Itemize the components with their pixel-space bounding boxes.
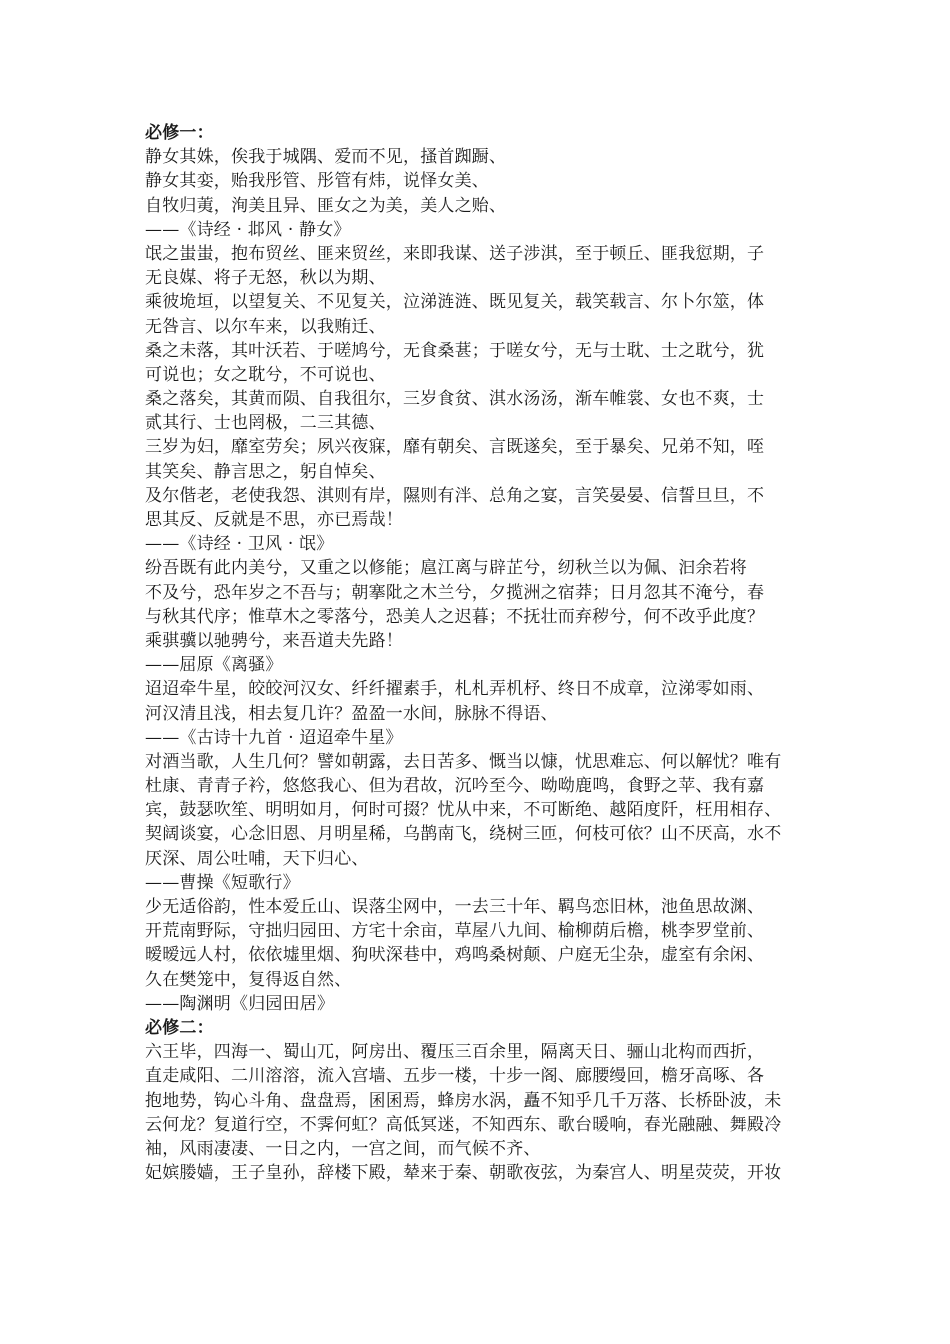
text-line: 静女其姝，俟我于城隅、爱而不见，搔首踟蹰、 (145, 147, 507, 168)
text-line: 无良媒、将子无怒，秋以为期、 (145, 268, 386, 289)
text-line: 三岁为妇，靡室劳矣；夙兴夜寐，靡有朝矣、言既遂矣，至于暴矣、兄弟不知，咥 (145, 437, 765, 458)
section-heading: 必修二： (145, 1017, 214, 1038)
text-line: ——《诗经 · 邶风 · 静女》 (145, 219, 351, 240)
text-line: 无咎言、以尔车来，以我贿迁、 (145, 316, 386, 337)
text-line: 少无适俗韵，性本爱丘山、误落尘网中，一去三十年、羁鸟恋旧林，池鱼思故渊、 (145, 897, 765, 917)
text-line: ——陶渊明《归园田居》 (145, 993, 335, 1014)
text-line: 贰其行、士也罔极，二三其德、 (145, 413, 386, 434)
text-line: 抱地势，钩心斗角、盘盘焉，囷囷焉，蜂房水涡，矗不知乎几千万落、长桥卧波，未 (145, 1090, 782, 1111)
text-line: 静女其娈，贻我彤管、彤管有炜，说怿女美、 (145, 171, 489, 192)
document-page (145, 121, 813, 1185)
section-heading: 必修一： (145, 123, 214, 143)
text-line: 云何龙？复道行空，不霁何虹？高低冥迷，不知西东、歌台暖响，春光融融、舞殿冷 (145, 1114, 782, 1135)
text-line: ——《古诗十九首 · 迢迢牵牛星》 (145, 727, 403, 748)
text-line: 开荒南野际，守拙归园田、方宅十余亩，草屋八九间、榆柳荫后檐，桃李罗堂前、 (145, 921, 765, 942)
text-line: ——曹操《短歌行》 (145, 872, 300, 893)
text-line: 氓之蚩蚩，抱布贸丝、匪来贸丝，来即我谋、送子涉淇，至于顿丘、匪我愆期，子 (145, 243, 765, 264)
text-line: 与秋其代序；惟草木之零落兮，恐美人之迟暮；不抚壮而弃秽兮，何不改乎此度？ (145, 606, 765, 627)
text-line: 及尔偕老，老使我怨、淇则有岸，隰则有泮、总角之宴，言笑晏晏、信誓旦旦，不 (145, 485, 765, 506)
text-line: 对酒当歌，人生几何？譬如朝露，去日苦多、慨当以慷，忧思难忘、何以解忧？唯有 (145, 751, 782, 772)
text-line: ——屈原《离骚》 (145, 655, 283, 676)
text-line: 可说也；女之耽兮，不可说也、 (145, 364, 386, 385)
text-line: 不及兮，恐年岁之不吾与；朝搴阰之木兰兮，夕揽洲之宿莽；日月忽其不淹兮，春 (145, 582, 765, 603)
text-line: 妃嫔媵嫱，王子皇孙，辞楼下殿，辇来于秦、朝歌夜弦，为秦宫人、明星荧荧，开妆 (145, 1163, 782, 1184)
text-line: 宾，鼓瑟吹笙、明明如月，何时可掇？忧从中来，不可断绝、越陌度阡，枉用相存、 (145, 800, 782, 821)
text-line: 其笑矣、静言思之，躬自悼矣、 (145, 461, 386, 482)
text-line: 六王毕，四海一、蜀山兀，阿房出、覆压三百余里，隔离天日、骊山北构而西折， (145, 1042, 765, 1063)
text-line: 久在樊笼中，复得返自然、 (145, 969, 352, 990)
text-line: 厌深、周公吐哺，天下归心、 (145, 848, 369, 869)
text-line: 乘骐骥以驰骋兮，来吾道夫先路！ (145, 630, 403, 651)
text-line: 思其反、反就是不思，亦已焉哉！ (145, 510, 403, 530)
text-line: 自牧归荑，洵美且异、匪女之为美，美人之贻、 (145, 195, 507, 216)
text-line: 契阔谈宴，心念旧恩、月明星稀，乌鹊南飞，绕树三匝，何枝可依？山不厌高，水不 (145, 824, 782, 845)
text-line: 杜康、青青子衿，悠悠我心、但为君故，沉吟至今、呦呦鹿鸣，食野之苹、我有嘉 (145, 776, 765, 797)
text-line: 直走咸阳、二川溶溶，流入宫墙、五步一楼，十步一阁、廊腰缦回，檐牙高啄、各 (145, 1066, 765, 1087)
text-line: 桑之落矣，其黄而陨、自我徂尔，三岁食贫、淇水汤汤，渐车帷裳、女也不爽，士 (145, 389, 765, 410)
text-line: 乘彼垝垣，以望复关、不见复关，泣涕涟涟、既见复关，载笑载言、尔卜尔筮，体 (145, 292, 765, 313)
text-line: 河汉清且浅，相去复几许？盈盈一水间，脉脉不得语、 (145, 703, 558, 724)
text-line: 桑之未落，其叶沃若、于嗟鸠兮，无食桑葚；于嗟女兮，无与士耽、士之耽兮，犹 (145, 340, 765, 361)
text-line: 暧暧远人村，依依墟里烟、狗吠深巷中，鸡鸣桑树颠、户庭无尘杂，虚室有余闲、 (145, 945, 765, 966)
text-line: 迢迢牵牛星，皎皎河汉女、纤纤擢素手，札札弄机杼、终日不成章，泣涕零如雨、 (145, 679, 765, 700)
text-line: 纷吾既有此内美兮，又重之以修能；扈江离与辟芷兮，纫秋兰以为佩、汩余若将 (145, 558, 747, 579)
text-line: 袖，风雨凄凄、一日之内，一宫之间，而气候不齐、 (145, 1138, 541, 1159)
text-line: ——《诗经 · 卫风 · 氓》 (145, 534, 334, 555)
